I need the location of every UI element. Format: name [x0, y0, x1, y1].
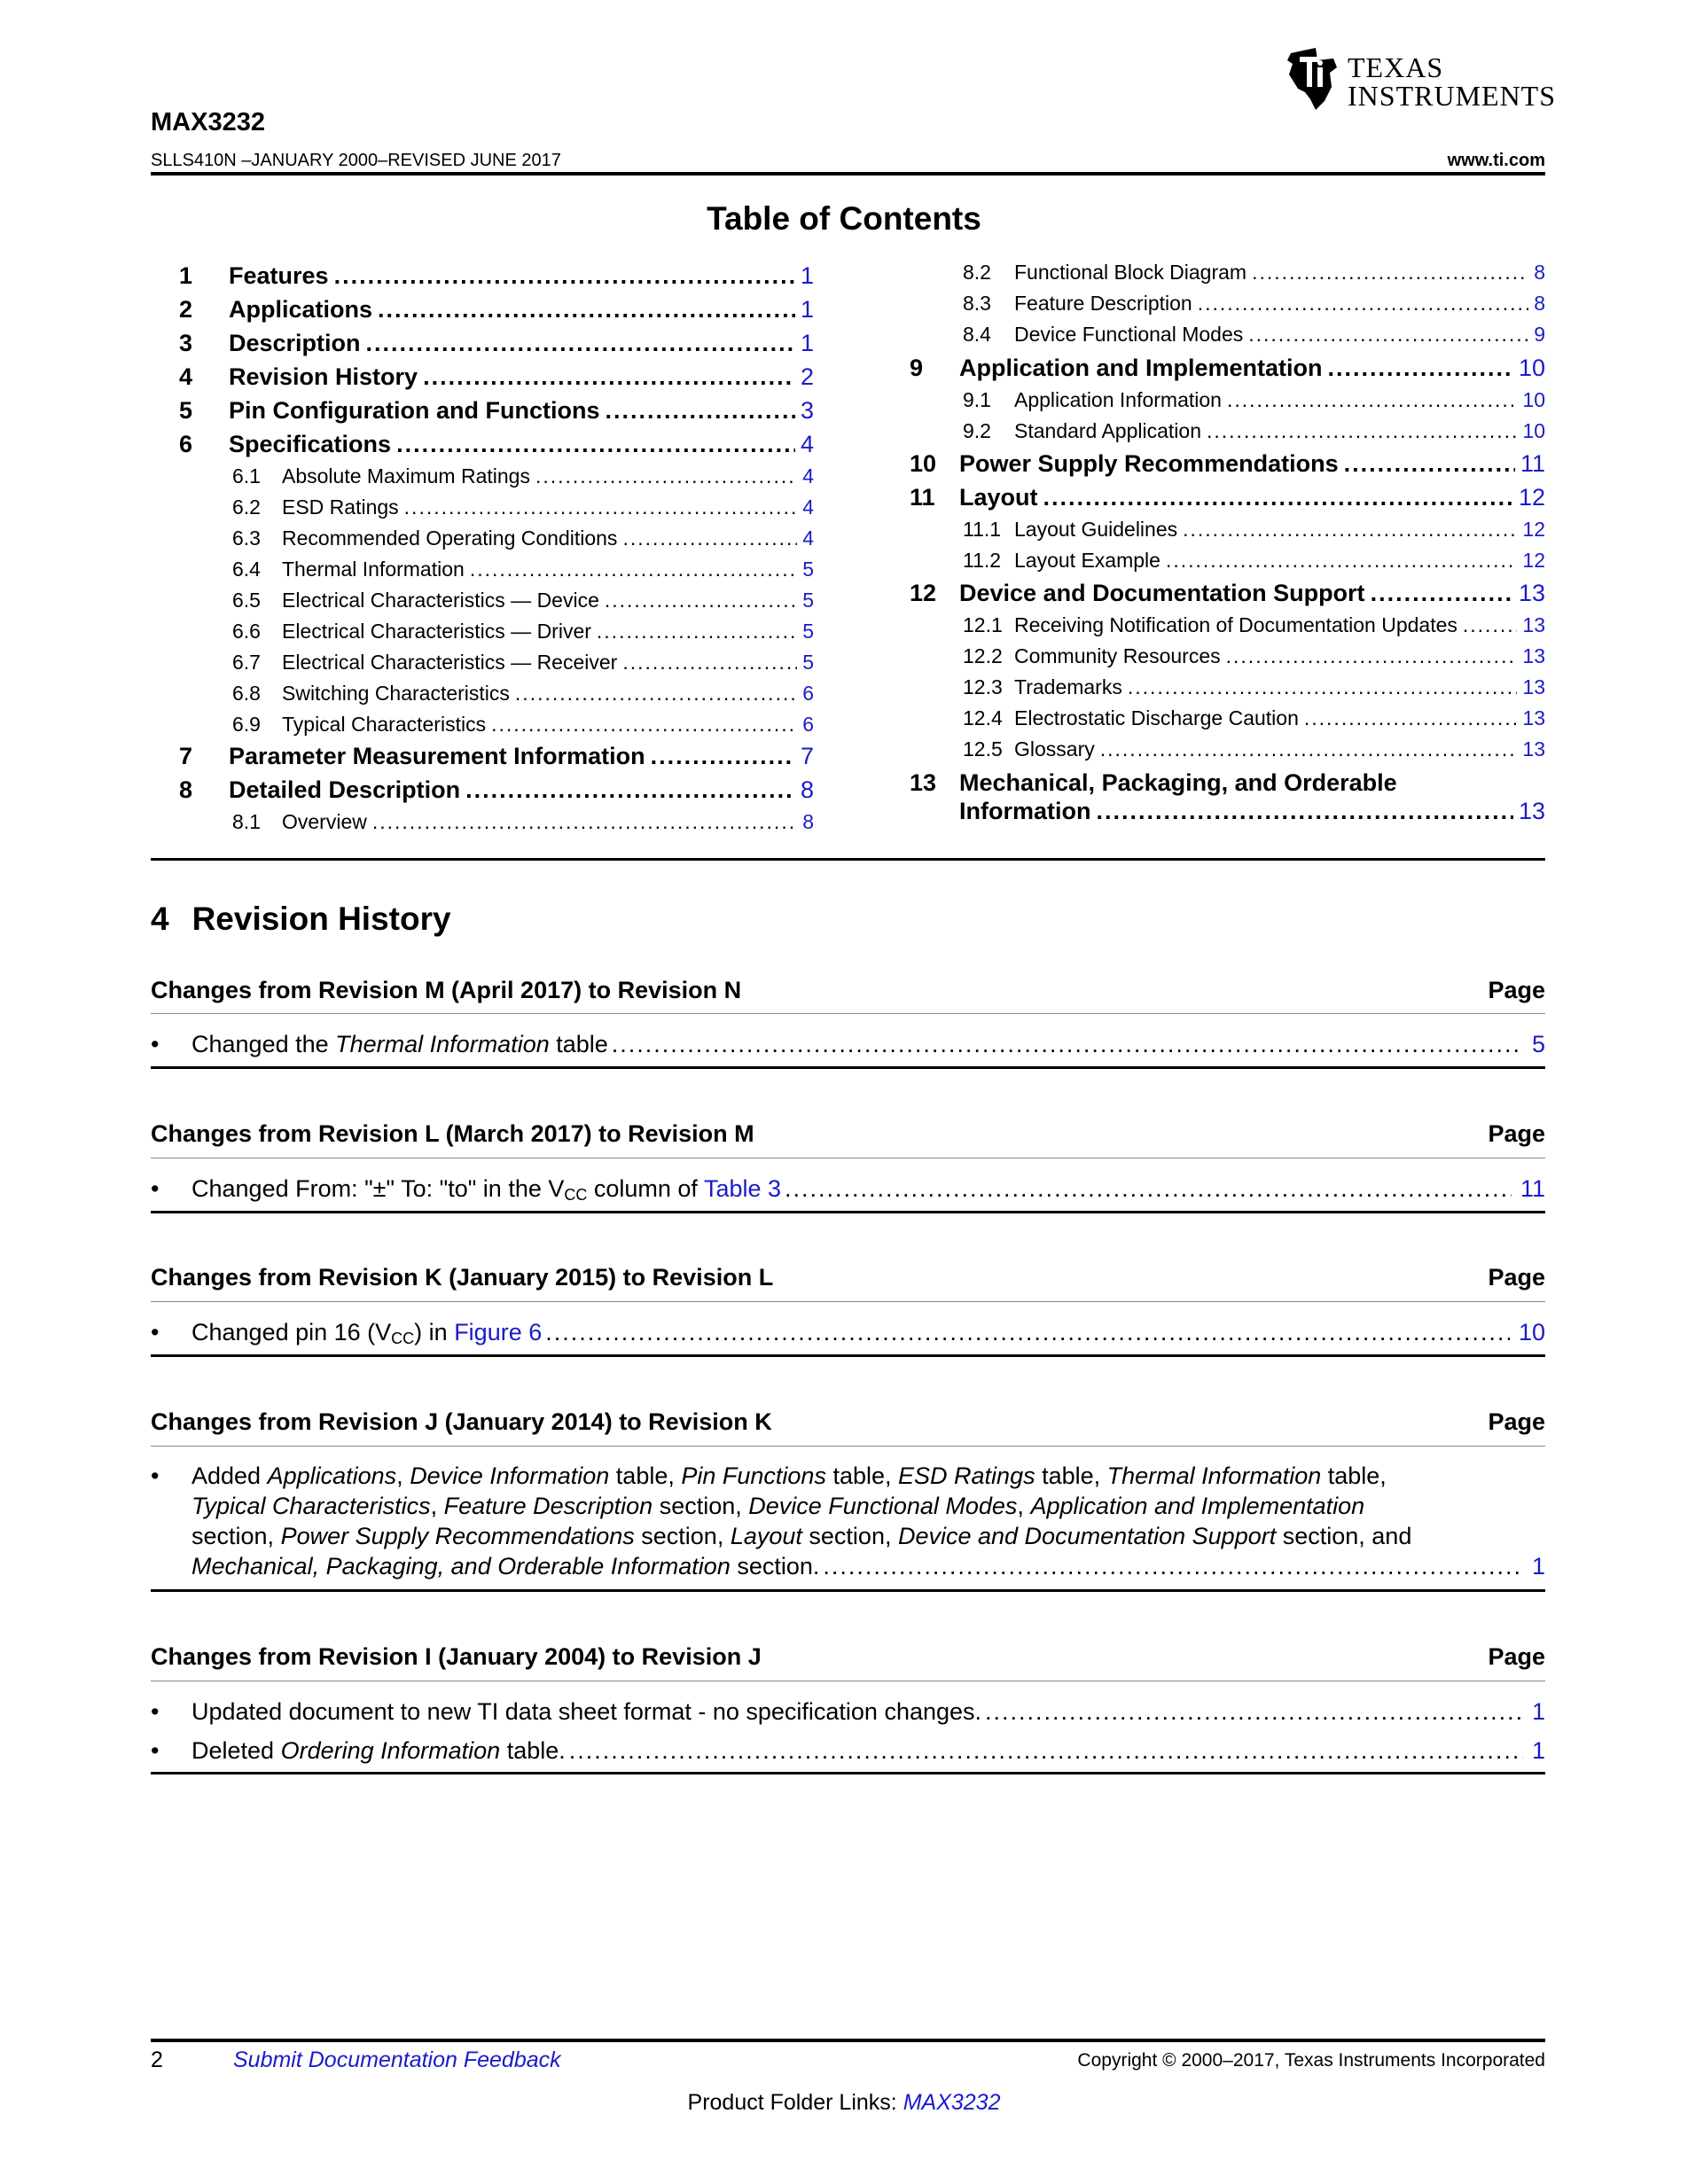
- toc-entry-label: Applications: [229, 296, 373, 323]
- bullet: •: [151, 1462, 160, 1489]
- toc-entry[interactable]: [963, 261, 1545, 285]
- subscript: CC: [564, 1186, 588, 1204]
- toc-page-link[interactable]: 5: [802, 589, 814, 612]
- toc-page-link[interactable]: 8: [1534, 292, 1545, 315]
- toc-entry-number: 12.3: [963, 675, 1003, 698]
- toc-entry-number: 6.5: [232, 589, 261, 612]
- folder-links-label: Product Folder Links:: [687, 2090, 903, 2115]
- revision-history-heading: [151, 901, 451, 938]
- toc-entry-label: Functional Block Diagram: [1014, 261, 1247, 284]
- toc-entry-number: 6.1: [232, 464, 261, 488]
- toc-entry-label: Information: [959, 798, 1091, 824]
- toc-page-link[interactable]: 10: [1522, 388, 1545, 411]
- change-text-line-3: [191, 1523, 1411, 1550]
- leader-dots: [1252, 261, 1528, 285]
- toc-entry[interactable]: [963, 706, 1545, 730]
- leader-dots: [605, 589, 797, 612]
- submit-feedback-link[interactable]: Submit Documentation Feedback: [233, 2048, 561, 2072]
- toc-entry[interactable]: [963, 737, 1545, 761]
- page-column-label: Page: [1488, 1408, 1545, 1435]
- change-text: [191, 1737, 566, 1765]
- toc-entry-number: 7: [179, 743, 193, 769]
- toc-entry-number: 8.3: [963, 292, 991, 315]
- change-block-rule: [151, 1772, 1545, 1774]
- toc-entry-label: Layout: [959, 484, 1038, 511]
- change-item: [151, 1737, 1545, 1769]
- change-block-heading-j: [151, 1643, 1545, 1671]
- leader-dots: [423, 363, 795, 391]
- leader-dots: [785, 1175, 1512, 1203]
- toc-page-link[interactable]: 12: [1522, 549, 1545, 572]
- leader-dots: [535, 464, 797, 488]
- text-run: ,: [396, 1462, 410, 1489]
- change-item: [151, 1175, 1545, 1207]
- toc-page-link[interactable]: 13: [1522, 613, 1545, 636]
- leader-dots: [569, 1737, 1523, 1765]
- change-block-rule: [151, 1211, 1545, 1213]
- toc-entry-number: 10: [910, 450, 937, 477]
- leader-dots: [334, 262, 795, 290]
- text-run: table,: [1321, 1462, 1387, 1489]
- toc-entry-number: 12.2: [963, 644, 1003, 667]
- bullet: •: [151, 1175, 160, 1202]
- text-run-italic: Mechanical, Packaging, and Orderable Information: [191, 1553, 731, 1580]
- toc-entry-number: 8.1: [232, 810, 261, 833]
- change-heading-label: Changes from Revision J (January 2014) to Revision K: [151, 1408, 772, 1435]
- leader-dots: [1227, 388, 1517, 412]
- text-run-italic: Device Functional Modes: [748, 1493, 1018, 1519]
- change-item: [151, 1031, 1545, 1063]
- page-link[interactable]: 1: [1531, 1737, 1545, 1764]
- change-heading-label: Changes from Revision K (January 2015) to Revision L: [151, 1264, 774, 1291]
- leader-dots: [396, 431, 795, 458]
- change-block-heading-m: [151, 1120, 1545, 1148]
- text-run-italic: Thermal Information: [1106, 1462, 1322, 1489]
- change-text: [191, 1175, 781, 1205]
- toc-entry-label: Receiving Notification of Documentation Updates: [1014, 613, 1457, 636]
- toc-entry-label: Revision History: [229, 363, 418, 390]
- leader-dots: [404, 495, 798, 519]
- change-text-line-2: [191, 1493, 1364, 1520]
- toc-bottom-rule: [151, 858, 1545, 861]
- toc-entry[interactable]: [179, 743, 814, 770]
- section-number: 4: [151, 901, 169, 937]
- toc-page-link[interactable]: 13: [1522, 644, 1545, 667]
- toc-entry[interactable]: [910, 484, 1545, 511]
- toc-entry[interactable]: [963, 613, 1545, 637]
- change-heading-label: Changes from Revision I (January 2004) to Revision J: [151, 1643, 762, 1670]
- leader-dots: [1328, 355, 1513, 382]
- text-run: table: [549, 1031, 608, 1057]
- toc-entry-number: 3: [179, 330, 193, 356]
- leader-dots: [985, 1698, 1523, 1726]
- leader-dots: [1248, 323, 1528, 347]
- change-item: [151, 1698, 1545, 1730]
- toc-entry[interactable]: [179, 363, 814, 391]
- toc-page-link[interactable]: 4: [802, 495, 814, 519]
- toc-page-link[interactable]: 10: [1518, 355, 1545, 381]
- toc-page-link[interactable]: 13: [1522, 737, 1545, 760]
- change-heading-rule: [151, 1301, 1545, 1302]
- toc-entry-label: Features: [229, 262, 329, 289]
- toc-entry-continuation[interactable]: [959, 798, 1545, 825]
- leader-dots: [515, 682, 797, 706]
- toc-page-link[interactable]: 4: [802, 526, 814, 550]
- text-run: section, and: [1276, 1523, 1412, 1549]
- toc-title: Table of Contents: [707, 200, 981, 237]
- text-run: section,: [653, 1493, 749, 1519]
- toc-entry-label: Trademarks: [1014, 675, 1122, 698]
- toc-entry-label: Power Supply Recommendations: [959, 450, 1339, 477]
- toc-entry-label: Electrostatic Discharge Caution: [1014, 706, 1299, 729]
- toc-entry-label: Device Functional Modes: [1014, 323, 1244, 346]
- toc-entry-number: 5: [179, 397, 193, 424]
- change-text: Updated document to new TI data sheet format - no specification changes.: [191, 1698, 982, 1725]
- leader-dots: [1226, 644, 1518, 668]
- toc-entry-label: Electrical Characteristics — Driver: [282, 620, 591, 643]
- ti-logo: [1284, 46, 1557, 117]
- toc-entry-label: Application Information: [1014, 388, 1222, 411]
- toc-entry[interactable]: [963, 292, 1545, 316]
- toc-page-link[interactable]: 4: [800, 431, 814, 457]
- toc-entry[interactable]: [910, 769, 1545, 797]
- header-rule: [151, 172, 1545, 176]
- toc-entry-number: 6.7: [232, 651, 261, 674]
- toc-entry-label: Overview: [282, 810, 367, 833]
- toc-page-link[interactable]: 13: [1518, 580, 1545, 606]
- leader-dots: [622, 526, 797, 550]
- website-link[interactable]: www.ti.com: [1447, 151, 1545, 170]
- toc-entry-number: 8.4: [963, 323, 991, 346]
- leader-dots: [1183, 518, 1517, 542]
- text-run: section,: [634, 1523, 731, 1549]
- toc-entry-number: 12: [910, 580, 937, 606]
- toc-entry[interactable]: [232, 526, 814, 550]
- change-block-heading-l: [151, 1264, 1545, 1291]
- toc-page-link[interactable]: 6: [802, 713, 814, 736]
- toc-page-link[interactable]: 13: [1522, 675, 1545, 698]
- document-id: SLLS410N –JANUARY 2000–REVISED JUNE 2017: [151, 151, 561, 170]
- toc-page-link[interactable]: 1: [800, 296, 814, 323]
- logo-word-instruments: INSTRUMENTS: [1348, 80, 1557, 112]
- toc-entry-label: Recommended Operating Conditions: [282, 526, 618, 550]
- text-run: section,: [191, 1523, 281, 1549]
- text-run-italic: Applications: [267, 1462, 397, 1489]
- toc-page-link[interactable]: 12: [1518, 484, 1545, 511]
- toc-entry-label: Electrical Characteristics — Receiver: [282, 651, 618, 674]
- toc-page-link[interactable]: 9: [1534, 323, 1545, 346]
- toc-entry[interactable]: [232, 682, 814, 706]
- toc-entry-number: 12.4: [963, 706, 1003, 729]
- toc-entry-number: 6.8: [232, 682, 261, 705]
- toc-entry-label: Parameter Measurement Information: [229, 743, 645, 769]
- change-text: [191, 1031, 608, 1058]
- change-block-rule: [151, 1066, 1545, 1069]
- text-run-italic: Device Information: [410, 1462, 610, 1489]
- toc-entry-label: Pin Configuration and Functions: [229, 397, 600, 424]
- table-3-link[interactable]: Table 3: [703, 1175, 782, 1202]
- toc-entry-number: 9.1: [963, 388, 991, 411]
- page-link[interactable]: 10: [1518, 1319, 1545, 1346]
- leader-dots: [605, 397, 795, 425]
- text-run-italic: Ordering Information: [280, 1737, 501, 1764]
- text-run-italic: Device and Documentation Support: [897, 1523, 1277, 1549]
- leader-dots: [1304, 706, 1518, 730]
- toc-entry-label: Description: [229, 330, 361, 356]
- text-run-italic: Pin Functions: [681, 1462, 826, 1489]
- leader-dots: [491, 713, 797, 737]
- page-column-label: Page: [1488, 1120, 1545, 1147]
- toc-entry-number: 11: [910, 484, 935, 511]
- change-heading-label: Changes from Revision M (April 2017) to Revision N: [151, 977, 742, 1003]
- page-link[interactable]: 11: [1520, 1175, 1545, 1202]
- toc-entry[interactable]: [232, 464, 814, 488]
- toc-entry-number: 6.2: [232, 495, 261, 519]
- toc-entry[interactable]: [232, 558, 814, 581]
- leader-dots: [823, 1553, 1523, 1580]
- change-heading-rule: [151, 1013, 1545, 1014]
- text-run: Deleted: [191, 1737, 281, 1764]
- leader-dots: [622, 651, 797, 675]
- toc-entry-number: 2: [179, 296, 193, 323]
- part-number: MAX3232: [151, 108, 265, 136]
- toc-page-link[interactable]: 12: [1522, 518, 1545, 541]
- text-run-italic: Thermal Information: [335, 1031, 550, 1057]
- change-text: [191, 1319, 542, 1348]
- text-run-italic: Layout: [730, 1523, 802, 1549]
- toc-page-link[interactable]: 8: [802, 810, 814, 833]
- change-block-rule: [151, 1354, 1545, 1357]
- toc-page-link[interactable]: 6: [802, 682, 814, 705]
- logo-word-texas: TEXAS: [1348, 51, 1444, 83]
- text-run: table,: [609, 1462, 682, 1489]
- text-run: Added: [191, 1462, 268, 1489]
- toc-entry-number: 9.2: [963, 419, 991, 442]
- toc-entry-number: 6: [179, 431, 193, 457]
- bullet: •: [151, 1031, 160, 1057]
- toc-page-link[interactable]: 8: [1534, 261, 1545, 284]
- toc-page-link[interactable]: 1: [800, 262, 814, 289]
- leader-dots: [651, 743, 795, 770]
- text-run: ,: [1017, 1493, 1031, 1519]
- page-number: 2: [151, 2048, 163, 2072]
- toc-page-link[interactable]: 11: [1520, 450, 1545, 477]
- footer-rule: [151, 2039, 1545, 2042]
- leader-dots: [612, 1031, 1523, 1058]
- toc-entry[interactable]: [179, 262, 814, 290]
- product-folder-links: [0, 2090, 1688, 2116]
- toc-entry-label: Device and Documentation Support: [959, 580, 1365, 606]
- toc-entry[interactable]: [232, 810, 814, 834]
- page-column-label: Page: [1488, 977, 1545, 1003]
- toc-page-link[interactable]: 2: [800, 363, 814, 390]
- leader-dots: [1198, 292, 1529, 316]
- toc-entry[interactable]: [963, 644, 1545, 668]
- change-item-multiline: [151, 1462, 1545, 1587]
- toc-entry[interactable]: [179, 330, 814, 357]
- leader-dots: [1097, 798, 1513, 825]
- leader-dots: [470, 558, 797, 581]
- toc-entry-label: Application and Implementation: [959, 355, 1323, 381]
- leader-dots: [372, 810, 797, 834]
- leader-dots: [465, 776, 795, 804]
- toc-entry[interactable]: [963, 388, 1545, 412]
- change-text: [191, 1553, 819, 1580]
- toc-entry-label: ESD Ratings: [282, 495, 399, 519]
- ti-logo-icon: [1284, 48, 1344, 110]
- leader-dots: [1207, 419, 1517, 443]
- toc-entry-number: 12.1: [963, 613, 1003, 636]
- toc-entry-number: 6.6: [232, 620, 261, 643]
- toc-entry-number: 6.3: [232, 526, 261, 550]
- toc-entry-label: Thermal Information: [282, 558, 465, 581]
- leader-dots: [1463, 613, 1518, 637]
- change-text-line-4: [191, 1553, 1545, 1580]
- text-run: section,: [801, 1523, 898, 1549]
- text-run: ) in: [414, 1319, 455, 1346]
- toc-page-link[interactable]: 5: [802, 651, 814, 674]
- page-link[interactable]: 5: [1531, 1031, 1545, 1057]
- toc-page-link[interactable]: 10: [1522, 419, 1545, 442]
- toc-page-link[interactable]: 13: [1518, 798, 1545, 824]
- bullet: •: [151, 1737, 160, 1764]
- text-run-italic: Feature Description: [443, 1493, 653, 1519]
- toc-page-link[interactable]: 7: [800, 743, 814, 769]
- toc-page-link[interactable]: 5: [802, 620, 814, 643]
- toc-entry[interactable]: [963, 549, 1545, 573]
- subscript: CC: [391, 1330, 415, 1347]
- leader-dots: [1043, 484, 1513, 511]
- toc-entry-number: 6.9: [232, 713, 261, 736]
- toc-entry[interactable]: [232, 620, 814, 644]
- toc-entry-label: Detailed Description: [229, 776, 461, 803]
- leader-dots: [597, 620, 797, 644]
- page-column-label: Page: [1488, 1264, 1545, 1291]
- toc-page-link[interactable]: 13: [1522, 706, 1545, 729]
- toc-entry[interactable]: [963, 419, 1545, 443]
- toc-entry[interactable]: [232, 651, 814, 675]
- text-run: Changed From: "±" To: "to" in the V: [191, 1175, 565, 1202]
- toc-entry[interactable]: [179, 296, 814, 324]
- leader-dots: [1344, 450, 1515, 478]
- toc-entry-number: 1: [179, 262, 193, 289]
- change-block-rule: [151, 1589, 1545, 1592]
- text-run: column of: [587, 1175, 704, 1202]
- change-block-heading-k: [151, 1408, 1545, 1436]
- toc-entry[interactable]: [910, 355, 1545, 382]
- leader-dots: [1371, 580, 1513, 607]
- leader-dots: [378, 296, 795, 324]
- text-run-italic: Application and Implementation: [1030, 1493, 1365, 1519]
- change-item: [151, 1319, 1545, 1351]
- text-run-italic: Typical Characteristics: [191, 1493, 431, 1519]
- toc-entry-number: 9: [910, 355, 924, 381]
- toc-entry-label: Absolute Maximum Ratings: [282, 464, 530, 488]
- toc-page-link[interactable]: 5: [802, 558, 814, 581]
- toc-page-link[interactable]: 1: [800, 330, 814, 356]
- section-title: Revision History: [191, 901, 451, 937]
- toc-entry-number: 6.4: [232, 558, 261, 581]
- text-run: ,: [430, 1493, 444, 1519]
- copyright-text: Copyright © 2000–2017, Texas Instruments Incorporated: [1077, 2050, 1545, 2071]
- toc-entry[interactable]: [232, 713, 814, 737]
- toc-entry-label: Typical Characteristics: [282, 713, 487, 736]
- toc-entry[interactable]: [963, 675, 1545, 699]
- toc-entry[interactable]: [179, 397, 814, 425]
- toc-entry-label: Electrical Characteristics — Device: [282, 589, 599, 612]
- page-link[interactable]: 1: [1531, 1553, 1545, 1580]
- leader-dots: [1166, 549, 1517, 573]
- toc-entry-label: Standard Application: [1014, 419, 1201, 442]
- toc-entry-number: 13: [910, 769, 937, 796]
- toc-entry[interactable]: [963, 323, 1545, 347]
- page-link[interactable]: 1: [1531, 1698, 1545, 1725]
- toc-entry[interactable]: [179, 776, 814, 804]
- text-run: table,: [1035, 1462, 1107, 1489]
- leader-dots: [366, 330, 795, 357]
- toc-entry-label: Switching Characteristics: [282, 682, 510, 705]
- toc-entry-number: 8.2: [963, 261, 991, 284]
- text-run: Changed pin 16 (V: [191, 1319, 392, 1346]
- text-run-italic: Power Supply Recommendations: [280, 1523, 635, 1549]
- bullet: •: [151, 1698, 160, 1725]
- toc-entry[interactable]: [232, 495, 814, 519]
- toc-entry-number: 8: [179, 776, 193, 803]
- toc-entry-label: Layout Example: [1014, 549, 1160, 572]
- max3232-link[interactable]: MAX3232: [903, 2090, 1001, 2115]
- toc-entry-number: 11.2: [963, 549, 1002, 572]
- change-heading-label: Changes from Revision L (March 2017) to Revision M: [151, 1120, 754, 1147]
- toc-entry-number: 11.1: [963, 518, 1002, 541]
- toc-page-link[interactable]: 4: [802, 464, 814, 488]
- toc-entry-label: Glossary: [1014, 737, 1095, 760]
- text-run: table,: [825, 1462, 899, 1489]
- toc-entry[interactable]: [179, 431, 814, 458]
- toc-entry[interactable]: [910, 450, 1545, 478]
- toc-entry-label: Community Resources: [1014, 644, 1221, 667]
- text-run: table.: [500, 1737, 566, 1764]
- toc-entry-number: 12.5: [963, 737, 1003, 760]
- bullet: •: [151, 1319, 160, 1346]
- page-column-label: Page: [1488, 1643, 1545, 1670]
- toc-entry[interactable]: [963, 518, 1545, 542]
- toc-entry[interactable]: [910, 580, 1545, 607]
- toc-entry-label: Mechanical, Packaging, and Orderable: [959, 769, 1397, 796]
- leader-dots: [1100, 737, 1518, 761]
- toc-entry-label: Feature Description: [1014, 292, 1192, 315]
- leader-dots: [545, 1319, 1510, 1346]
- change-text-line-1: [191, 1462, 1387, 1490]
- change-heading-rule: [151, 1446, 1545, 1447]
- toc-entry-label: Specifications: [229, 431, 392, 457]
- toc-page-link[interactable]: 8: [800, 776, 814, 803]
- text-run-italic: ESD Ratings: [898, 1462, 1035, 1489]
- toc-entry-label: Layout Guidelines: [1014, 518, 1178, 541]
- toc-entry[interactable]: [232, 589, 814, 612]
- leader-dots: [1128, 675, 1518, 699]
- text-run: section.: [730, 1553, 820, 1580]
- figure-6-link[interactable]: Figure 6: [454, 1319, 543, 1346]
- text-run: Changed the: [191, 1031, 336, 1057]
- change-block-heading-n: [151, 977, 1545, 1004]
- toc-entry-number: 4: [179, 363, 193, 390]
- toc-page-link[interactable]: 3: [800, 397, 814, 424]
